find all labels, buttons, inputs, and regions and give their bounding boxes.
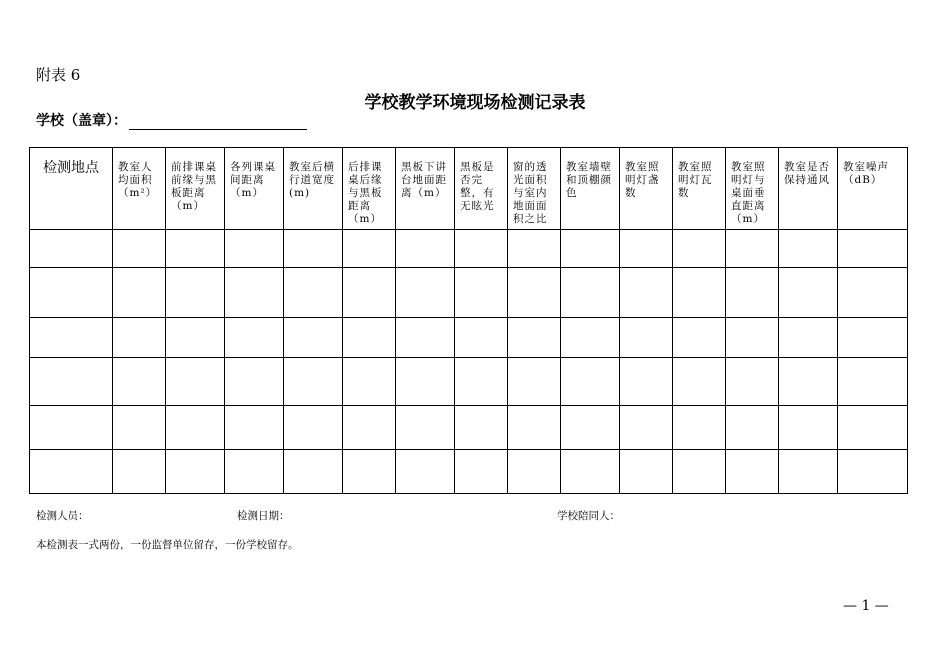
table-cell[interactable]: [113, 318, 166, 358]
table-cell[interactable]: [455, 230, 508, 268]
table-cell[interactable]: [396, 358, 455, 406]
table-cell[interactable]: [561, 230, 620, 268]
table-cell[interactable]: [284, 318, 343, 358]
table-row: [30, 358, 908, 406]
header-cell: 教室人均面积（m²）: [113, 148, 166, 230]
table-cell[interactable]: [225, 268, 284, 318]
table-cell[interactable]: [779, 406, 838, 450]
table-cell[interactable]: [838, 230, 908, 268]
table-cell[interactable]: [113, 268, 166, 318]
table-cell[interactable]: [726, 450, 779, 494]
table-cell[interactable]: [726, 318, 779, 358]
table-row: [30, 268, 908, 318]
table-cell[interactable]: [726, 358, 779, 406]
table-cell[interactable]: [30, 406, 113, 450]
table-cell[interactable]: [726, 230, 779, 268]
header-cell: 教室照明灯盏数: [620, 148, 673, 230]
table-cell[interactable]: [343, 230, 396, 268]
table-cell[interactable]: [620, 318, 673, 358]
table-cell[interactable]: [30, 318, 113, 358]
header-cell: 教室照明灯瓦数: [673, 148, 726, 230]
header-cell: 教室墙壁和顶棚颜色: [561, 148, 620, 230]
table-cell[interactable]: [726, 406, 779, 450]
appendix-label: 附表 6: [36, 66, 81, 84]
table-cell[interactable]: [113, 406, 166, 450]
table-cell[interactable]: [284, 358, 343, 406]
header-cell: 黑板下讲台地面距离（m）: [396, 148, 455, 230]
table-cell[interactable]: [779, 358, 838, 406]
header-cell: 教室噪声（dB）: [838, 148, 908, 230]
table-cell[interactable]: [455, 318, 508, 358]
table-cell[interactable]: [396, 406, 455, 450]
table-cell[interactable]: [166, 450, 225, 494]
table-cell[interactable]: [455, 406, 508, 450]
table-cell[interactable]: [620, 268, 673, 318]
table-row: [30, 406, 908, 450]
header-cell: 各列课桌间距离（m）: [225, 148, 284, 230]
table-cell[interactable]: [396, 450, 455, 494]
table-cell[interactable]: [455, 268, 508, 318]
table-cell[interactable]: [508, 230, 561, 268]
table-row: [30, 230, 908, 268]
header-cell: 黑板是否完整，有无眩光: [455, 148, 508, 230]
table-cell[interactable]: [673, 450, 726, 494]
table-cell[interactable]: [561, 268, 620, 318]
table-cell[interactable]: [284, 230, 343, 268]
table-cell[interactable]: [673, 406, 726, 450]
table-cell[interactable]: [30, 358, 113, 406]
table-cell[interactable]: [225, 406, 284, 450]
table-cell[interactable]: [620, 450, 673, 494]
table-cell[interactable]: [508, 318, 561, 358]
table-cell[interactable]: [343, 358, 396, 406]
table-cell[interactable]: [30, 450, 113, 494]
table-cell[interactable]: [561, 318, 620, 358]
table-cell[interactable]: [225, 358, 284, 406]
table-cell[interactable]: [113, 358, 166, 406]
table-cell[interactable]: [343, 268, 396, 318]
table-cell[interactable]: [508, 358, 561, 406]
record-table: [29, 147, 908, 494]
document-title: 学校教学环境现场检测记录表: [364, 93, 586, 113]
table-cell[interactable]: [838, 358, 908, 406]
copies-note: 本检测表一式两份，一份监督单位留存，一份学校留存。: [36, 539, 299, 551]
table-cell[interactable]: [620, 406, 673, 450]
header-cell: 窗的透光面积与室内地面面积之比: [508, 148, 561, 230]
table-cell[interactable]: [396, 268, 455, 318]
table-cell[interactable]: [343, 450, 396, 494]
table-cell[interactable]: [396, 230, 455, 268]
inspector-label: 检测人员：: [36, 510, 89, 522]
table-cell[interactable]: [113, 450, 166, 494]
table-cell[interactable]: [166, 230, 225, 268]
table-cell[interactable]: [508, 406, 561, 450]
table-cell[interactable]: [838, 450, 908, 494]
header-cell: 前排课桌前缘与黑板距离（m）: [166, 148, 225, 230]
table-cell[interactable]: [508, 450, 561, 494]
header-cell: 后排课桌后缘与黑板距离（m）: [343, 148, 396, 230]
table-body: [30, 230, 908, 494]
school-companion-label: 学校陪同人：: [557, 510, 620, 522]
table-header-row: [30, 148, 908, 230]
school-blank-field[interactable]: [129, 115, 307, 130]
table-cell[interactable]: [838, 406, 908, 450]
table-cell[interactable]: [620, 358, 673, 406]
table-cell[interactable]: [225, 318, 284, 358]
table-cell[interactable]: [113, 230, 166, 268]
table-cell[interactable]: [343, 318, 396, 358]
table-cell[interactable]: [284, 268, 343, 318]
table-cell[interactable]: [779, 268, 838, 318]
table-cell[interactable]: [673, 268, 726, 318]
table-cell[interactable]: [166, 358, 225, 406]
table-cell[interactable]: [284, 406, 343, 450]
header-cell: 教室是否保持通风: [779, 148, 838, 230]
table-cell[interactable]: [779, 230, 838, 268]
table-cell[interactable]: [30, 230, 113, 268]
table-cell[interactable]: [726, 268, 779, 318]
table-cell[interactable]: [561, 358, 620, 406]
table-cell[interactable]: [673, 318, 726, 358]
table-cell[interactable]: [225, 230, 284, 268]
table-cell[interactable]: [343, 406, 396, 450]
table-row: [30, 318, 908, 358]
table-cell[interactable]: [225, 450, 284, 494]
table-cell[interactable]: [30, 268, 113, 318]
table-cell[interactable]: [455, 358, 508, 406]
table-cell[interactable]: [779, 450, 838, 494]
table-cell[interactable]: [620, 230, 673, 268]
table-cell[interactable]: [284, 450, 343, 494]
inspection-date-label: 检测日期：: [237, 510, 290, 522]
table-cell[interactable]: [166, 406, 225, 450]
page-number: — 1 —: [843, 598, 889, 614]
table-row: [30, 450, 908, 494]
table-cell[interactable]: [673, 358, 726, 406]
table-cell[interactable]: [166, 318, 225, 358]
table-cell[interactable]: [561, 450, 620, 494]
table-cell[interactable]: [838, 318, 908, 358]
table-cell[interactable]: [673, 230, 726, 268]
table-cell[interactable]: [779, 318, 838, 358]
school-seal-line: [36, 110, 307, 130]
table-cell[interactable]: [455, 450, 508, 494]
table-cell[interactable]: [508, 268, 561, 318]
table-cell[interactable]: [166, 268, 225, 318]
header-cell: 检测地点: [30, 148, 113, 230]
table-cell[interactable]: [396, 318, 455, 358]
table-cell[interactable]: [838, 268, 908, 318]
header-cell: 教室照明灯与桌面垂直距离（m）: [726, 148, 779, 230]
header-cell: 教室后横行道宽度(m): [284, 148, 343, 230]
table-cell[interactable]: [561, 406, 620, 450]
school-label: 学校（盖章）：: [36, 113, 127, 129]
